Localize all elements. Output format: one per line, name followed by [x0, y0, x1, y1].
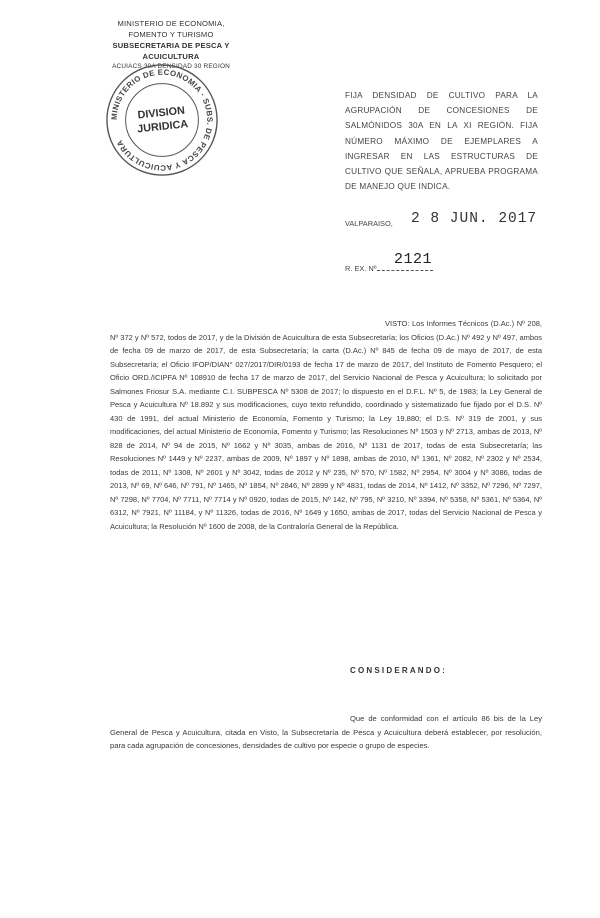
stamp-center-line-1: DIVISION: [137, 104, 186, 122]
stamp-ring-text: MINISTERIO DE ECONOMIA · SUBS. DE PESCA Y ACUICULTURA: [109, 67, 215, 173]
rex-underline: [377, 270, 433, 271]
considerando-paragraph: Que de conformidad con el artículo 86 bis de la Ley General de Pesca y Acuicultura, citada en Visto, la Subsecretaría de Pesca y Acuicultura deberá establecer, por resolución, para cada agrupación de concesiones, densidades de cultivo por especie o grupo de especies.: [110, 714, 542, 750]
stamp-center-line-2: JURIDICA: [136, 118, 189, 136]
subsecretaria-line: SUBSECRETARIA DE PESCA Y ACUICULTURA: [112, 41, 230, 61]
ministry-line-2: FOMENTO Y TURISMO: [128, 30, 214, 39]
ministry-line: MINISTERIO DE ECONOMIA,: [117, 19, 225, 28]
rex-label: R. EX. Nº: [345, 264, 377, 273]
place-label: VALPARAISO,: [345, 219, 393, 228]
considerando-heading: CONSIDERANDO:: [350, 666, 448, 675]
division-juridica-stamp: [103, 61, 221, 179]
rex-number: 2121: [394, 251, 433, 268]
visto-paragraph: VISTO: Los Informes Técnicos (D.Ac.) Nº 208, Nº 372 y Nº 572, todos de 2017, y de la División de Acuicultura de esta Subsecretaría; los Oficios (D.Ac.) Nº 492 y Nº 497, ambos de fecha 09 de marzo de 2017, de esta Subsecretaría; la carta (D.Ac.) Nº 845 de fecha 09 de mayo de 2017, de esta Subsecretaría; el Oficio IFOP/DIAN° 027/2017/DIR/0193 de fecha 17 de marzo de 2017, del Instituto de Fomento Pesquero; el Oficio ORD./ICIPFA Nº 108910 de fecha 17 de marzo de 2017, del Servicio Nacional de Pesca y Acuicultura; lo solicitado por Salmones Friosur S.A. mediante C.I. SUBPESCA Nº 5308 de 2017; lo dispuesto en el D.F.L. Nº 5, de 1983; la Ley General de Pesca y Acuicultura Nº 18.892 y sus modificaciones, cuyo texto refundido, coordinado y sistematizado fue fijado por el D.S. Nº 430 de 1991, del actual Ministerio de Economía, Fomento y Turismo; la Ley 19.880; el D.S. Nº 319 de 2001, y sus modificaciones, del actual Ministerio de Economía, Fomento y Turismo; las Resoluciones Nº 1503 y Nº 2713, ambas de 2013, Nº 828 de 2014, Nº 94 de 2015, Nº 1662 y Nº 3035, ambas de 2016, Nº 1131 de 2017, todas de esta Subsecretaría; las Resoluciones Nº 1449 y Nº 2237, ambas de 2009, Nº 1897 y Nº 1898, ambas de 2010, Nº 1361, Nº 2082, Nº 2302 y Nº 2534, todas de 2011, Nº 1308, Nº 2601 y Nº 3042, todas de 2012 y Nº 235, Nº 570, Nº 1582, Nº 2954, Nº 3004 y Nº 3086, todas de 2013, Nº 69, Nº 646, Nº 791, Nº 1465, Nº 1854, Nº 2846, Nº 2899 y Nº 4831, todas de 2014, Nº 1412, Nº 3352, Nº 7296, Nº 7297, Nº 7298, Nº 7704, Nº 7711, Nº 7714 y Nº 0920, todas de 2015, Nº 142, Nº 795, Nº 3210, Nº 3394, Nº 5358, Nº 5361, Nº 5364, Nº 6312, Nº 7921, Nº 11184, y Nº 11326, todas de 2016, Nº 1649 y 1650, ambas de 2017, todas del Servicio Nacional de Pesca y Acuicultura; la Resolución Nº 1600 de 2008, de la Contraloría General de la República.: [110, 319, 542, 531]
reference-code: ACUIACS 30A DENSIDAD 30 REGION: [112, 63, 230, 70]
resolution-title: FIJA DENSIDAD DE CULTIVO PARA LA AGRUPACIÓN DE CONCESIONES DE SALMÓNIDOS 30A EN LA XI REGIÓN. FIJA NÚMERO MÁXIMO DE EJEMPLARES A INGRESAR EN LAS ESTRUCTURAS DE CULTIVO QUE SEÑALA, APRUEBA PROGRAMA DE MANEJO QUE INDICA.: [345, 91, 538, 192]
date-stamp: 2 8 JUN. 2017: [411, 211, 538, 227]
